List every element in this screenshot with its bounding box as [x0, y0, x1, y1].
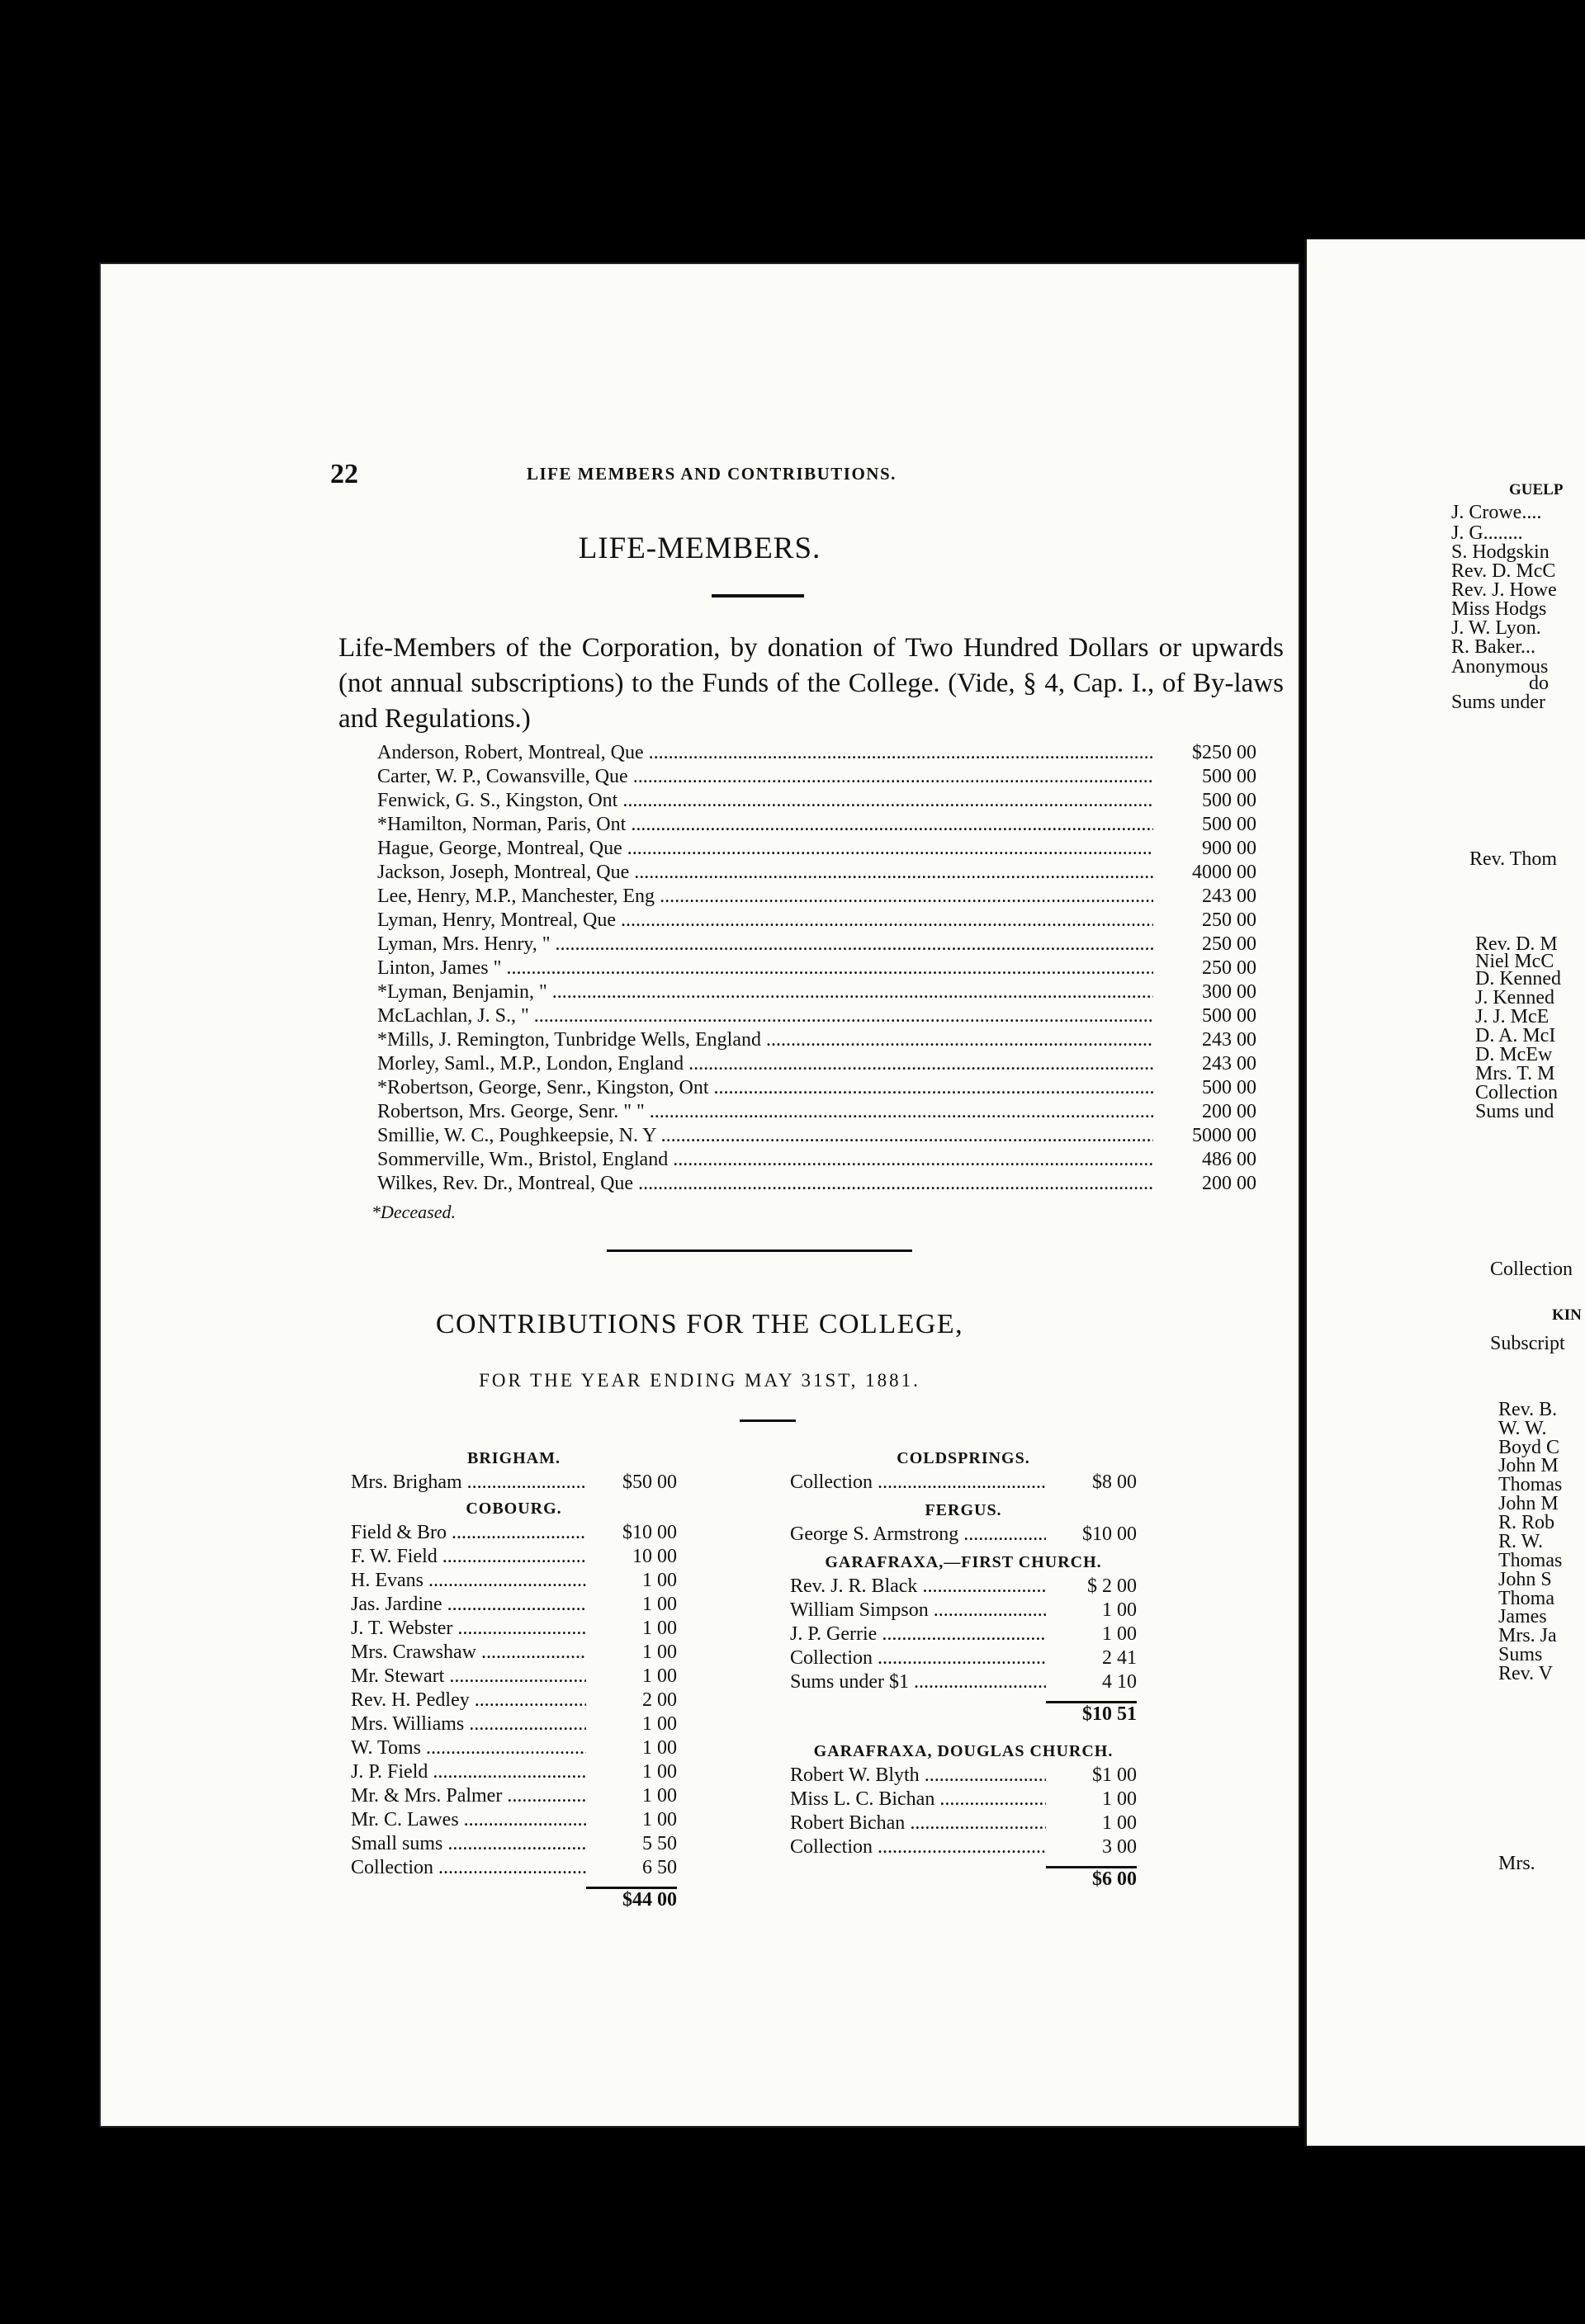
contributor-name: William Simpson .....	[790, 1599, 1046, 1623]
facing-page-line: Collection	[1490, 1259, 1573, 1280]
facing-page-line: Sums und	[1475, 1101, 1554, 1122]
contributor-name: George S. Armstrong .....	[790, 1523, 1046, 1547]
life-members-table	[377, 741, 1256, 1196]
contribution-amount: $50 00	[622, 1471, 677, 1493]
section-heading-garafraxa1: GARAFRAXA,—FIRST CHURCH.	[825, 1553, 1102, 1571]
life-member-name: Jackson, Joseph, Montreal, Que .....	[377, 862, 1153, 883]
contributions-right-column	[790, 1444, 1137, 1892]
life-member-amount: $250 00	[1192, 742, 1256, 763]
contribution-amount: 1 00	[1102, 1623, 1137, 1645]
life-member-amount: 243 00	[1202, 886, 1256, 907]
facing-page-line: Niel McC	[1475, 951, 1554, 972]
contribution-row	[351, 1593, 677, 1617]
contribution-row	[790, 1646, 1137, 1670]
facing-page-line: do	[1529, 673, 1549, 694]
contributions-subtitle: FOR THE YEAR ENDING MAY 31ST, 1881.	[479, 1370, 920, 1391]
contribution-row	[790, 1523, 1137, 1547]
life-member-row	[377, 1052, 1256, 1076]
life-member-name: Carter, W. P., Cowansville, Que .....	[377, 766, 1153, 787]
contribution-amount: 1 00	[1102, 1812, 1137, 1834]
contributor-name: H. Evans .....	[351, 1569, 586, 1593]
facing-page-line: Mrs. T. M	[1475, 1063, 1555, 1084]
title-rule	[712, 594, 804, 598]
facing-page-line: J. Crowe....	[1451, 502, 1542, 523]
life-member-amount: 486 00	[1202, 1149, 1256, 1170]
contribution-amount: 1 00	[642, 1809, 677, 1830]
contribution-row	[790, 1835, 1137, 1859]
contribution-row	[351, 1569, 677, 1593]
facing-page-line: S. Hodgskin	[1451, 541, 1550, 563]
facing-page-line: Sums	[1498, 1644, 1543, 1665]
life-member-name: Lyman, Mrs. Henry, " .....	[377, 933, 1153, 955]
facing-page-line: John S	[1498, 1569, 1552, 1590]
facing-page-line: John M	[1498, 1493, 1559, 1514]
page-number: 22	[330, 459, 358, 489]
facing-page-line: Rev. D. McC	[1451, 560, 1556, 582]
contribution-amount: $10 00	[1082, 1523, 1137, 1545]
life-member-name: *Lyman, Benjamin, " .....	[377, 981, 1153, 1003]
life-member-amount: 200 00	[1202, 1101, 1256, 1122]
contributor-name: F. W. Field .....	[351, 1545, 586, 1569]
contribution-row	[790, 1599, 1137, 1623]
facing-page-line: R. Rob	[1498, 1512, 1555, 1533]
life-member-amount: 243 00	[1202, 1029, 1256, 1051]
facing-page-line: Rev. V	[1498, 1663, 1553, 1684]
contributor-name: J. P. Field .....	[351, 1760, 586, 1784]
life-member-amount: 300 00	[1202, 981, 1256, 1003]
facing-page-line: Thoma	[1498, 1588, 1554, 1609]
life-member-amount: 500 00	[1202, 766, 1256, 787]
contribution-amount: 1 00	[1102, 1599, 1137, 1621]
life-member-row	[377, 1076, 1256, 1100]
deceased-note: *Deceased.	[371, 1202, 457, 1222]
facing-page-line: Rev. D. M	[1475, 933, 1558, 955]
contributions-title: CONTRIBUTIONS FOR THE COLLEGE,	[435, 1309, 964, 1339]
subtitle-rule	[740, 1419, 796, 1422]
facing-page-line: Subscript	[1490, 1333, 1565, 1354]
life-member-name: *Robertson, George, Senr., Kingston, Ont .....	[377, 1077, 1153, 1098]
life-member-name: McLachlan, J. S., " .....	[377, 1005, 1153, 1027]
contribution-row	[351, 1856, 677, 1880]
facing-page-line: J. Kenned	[1475, 987, 1554, 1008]
contribution-amount: 1 00	[642, 1618, 677, 1639]
facing-page-line: J. G........	[1451, 522, 1523, 544]
section-heading-brigham: BRIGHAM.	[467, 1449, 561, 1467]
contribution-row	[790, 1575, 1137, 1599]
life-member-name: Wilkes, Rev. Dr., Montreal, Que .....	[377, 1173, 1153, 1194]
facing-page-line: R. Baker...	[1451, 636, 1535, 658]
contributor-name: Collection .....	[790, 1835, 1046, 1859]
life-member-row	[377, 765, 1256, 789]
section-heading-coldsprings: COLDSPRINGS.	[897, 1449, 1030, 1467]
life-member-amount: 500 00	[1202, 1005, 1256, 1027]
life-member-name: Linton, James " .....	[377, 957, 1153, 979]
life-member-name: Smillie, W. C., Poughkeepsie, N. Y .....	[377, 1125, 1153, 1146]
facing-page-line: D. A. McI	[1475, 1025, 1556, 1046]
section-heading-cobourg: COBOURG.	[466, 1500, 562, 1518]
contributions-left-column	[351, 1444, 677, 1911]
facing-page-line: Thomas	[1498, 1474, 1563, 1495]
section-total: $10 51	[1046, 1701, 1137, 1726]
contribution-amount: 1 00	[642, 1737, 677, 1759]
contribution-row	[351, 1808, 677, 1832]
life-member-amount: 250 00	[1202, 909, 1256, 931]
contributor-name: Collection .....	[790, 1471, 1046, 1495]
running-head: LIFE MEMBERS AND CONTRIBUTIONS.	[527, 464, 897, 484]
life-member-row	[377, 909, 1256, 933]
life-member-name: Morley, Saml., M.P., London, England .....	[377, 1053, 1153, 1075]
contribution-amount: 6 50	[642, 1857, 677, 1878]
contribution-amount: $1 00	[1092, 1764, 1137, 1786]
facing-page-line: GUELP	[1509, 481, 1564, 498]
facing-page-line: Rev. Thom	[1469, 848, 1557, 870]
section-total: $44 00	[586, 1887, 677, 1911]
contributor-name: Mrs. Crawshaw .....	[351, 1641, 586, 1665]
life-member-row	[377, 1124, 1256, 1148]
life-member-name: Lyman, Henry, Montreal, Que .....	[377, 909, 1153, 931]
contributor-name: Mr. & Mrs. Palmer .....	[351, 1784, 586, 1808]
contribution-row	[790, 1471, 1137, 1495]
life-member-name: Fenwick, G. S., Kingston, Ont .....	[377, 790, 1153, 811]
life-member-amount: 900 00	[1202, 838, 1256, 859]
contributor-name: Mr. Stewart .....	[351, 1665, 586, 1689]
contribution-amount: 1 00	[642, 1641, 677, 1663]
contribution-amount: 1 00	[642, 1761, 677, 1783]
life-member-amount: 243 00	[1202, 1053, 1256, 1075]
contributor-name: Field & Bro .....	[351, 1521, 586, 1545]
life-member-amount: 5000 00	[1192, 1125, 1256, 1146]
contribution-row	[790, 1764, 1137, 1788]
facing-page-line: John M	[1498, 1455, 1559, 1476]
contribution-amount: $10 00	[622, 1522, 677, 1543]
life-member-amount: 4000 00	[1192, 862, 1256, 883]
facing-page-line: Collection	[1475, 1082, 1558, 1103]
section-heading-garafraxa2: GARAFRAXA, DOUGLAS CHURCH.	[813, 1742, 1114, 1760]
contribution-row	[790, 1623, 1137, 1646]
facing-page-line: KIN	[1552, 1306, 1582, 1324]
life-member-amount: 500 00	[1202, 790, 1256, 811]
facing-page-line: D. McEw	[1475, 1044, 1553, 1065]
facing-page-line: James	[1498, 1606, 1547, 1627]
life-member-row	[377, 933, 1256, 957]
life-member-row	[377, 861, 1256, 885]
facing-page-line: Anonymous	[1451, 656, 1549, 678]
contribution-row	[351, 1545, 677, 1569]
page-title: LIFE-MEMBERS.	[578, 531, 821, 565]
contributor-name: J. P. Gerrie .....	[790, 1623, 1046, 1646]
life-member-amount: 250 00	[1202, 957, 1256, 979]
contribution-row	[351, 1689, 677, 1712]
contribution-row	[351, 1712, 677, 1736]
life-member-row	[377, 1172, 1256, 1196]
contribution-row	[351, 1521, 677, 1545]
facing-page-line: Thomas	[1498, 1550, 1563, 1571]
contribution-row	[351, 1784, 677, 1808]
contributor-name: Mrs. Brigham .....	[351, 1471, 586, 1495]
contribution-amount: 1 00	[642, 1665, 677, 1687]
contributor-name: Rev. H. Pedley .....	[351, 1689, 586, 1712]
life-member-row	[377, 813, 1256, 837]
contribution-row	[351, 1832, 677, 1856]
contribution-row	[351, 1760, 677, 1784]
contribution-amount: 1 00	[642, 1594, 677, 1615]
contributor-name: W. Toms .....	[351, 1736, 586, 1760]
life-member-row	[377, 789, 1256, 813]
life-member-name: Lee, Henry, M.P., Manchester, Eng .....	[377, 886, 1153, 907]
facing-page-line: D. Kenned	[1475, 968, 1561, 990]
contribution-amount: 2 41	[1102, 1647, 1137, 1669]
life-member-amount: 500 00	[1202, 814, 1256, 835]
life-member-row	[377, 1148, 1256, 1172]
facing-page-line: Rev. J. Howe	[1451, 579, 1557, 601]
contributor-name: Robert Bichan .....	[790, 1811, 1046, 1835]
contribution-amount: 4 10	[1102, 1671, 1137, 1693]
section-heading-fergus: FERGUS.	[925, 1501, 1002, 1519]
contribution-amount: 1 00	[642, 1570, 677, 1591]
facing-page-line: J. J. McE	[1475, 1006, 1550, 1027]
life-member-name: *Hamilton, Norman, Paris, Ont .....	[377, 814, 1153, 835]
contributor-name: Sums under $1 .....	[790, 1670, 1046, 1694]
contributor-name: Robert W. Blyth .....	[790, 1764, 1046, 1788]
life-member-row	[377, 741, 1256, 765]
facing-page-line: Mrs.	[1498, 1853, 1535, 1874]
contribution-row	[351, 1617, 677, 1641]
life-member-row	[377, 1028, 1256, 1052]
life-member-name: Robertson, Mrs. George, Senr. " " .....	[377, 1101, 1153, 1122]
facing-page-line: Rev. B.	[1498, 1399, 1558, 1420]
life-member-amount: 250 00	[1202, 933, 1256, 955]
life-member-name: Sommerville, Wm., Bristol, England .....	[377, 1149, 1153, 1170]
contributor-name: Small sums .....	[351, 1832, 586, 1856]
life-member-row	[377, 837, 1256, 861]
facing-page-line: R. W.	[1498, 1531, 1544, 1552]
facing-page-line: J. W. Lyon.	[1451, 617, 1541, 639]
life-member-row	[377, 885, 1256, 909]
life-member-amount: 500 00	[1202, 1077, 1256, 1098]
life-member-name: *Mills, J. Remington, Tunbridge Wells, England .....	[377, 1029, 1153, 1051]
contributor-name: Mrs. Williams .....	[351, 1712, 586, 1736]
contribution-amount: 3 00	[1102, 1836, 1137, 1858]
life-member-amount: 200 00	[1202, 1173, 1256, 1194]
contribution-amount: 1 00	[642, 1713, 677, 1735]
facing-page-line: W. W.	[1498, 1418, 1547, 1439]
facing-page-line: Boyd C	[1498, 1437, 1560, 1458]
contribution-row	[790, 1670, 1137, 1694]
contribution-amount: 1 00	[642, 1785, 677, 1807]
life-member-row	[377, 1004, 1256, 1028]
facing-page-line: Sums under	[1451, 692, 1545, 713]
contribution-amount: 5 50	[642, 1833, 677, 1854]
section-total: $6 00	[1046, 1866, 1137, 1891]
contributor-name: Collection .....	[351, 1856, 586, 1880]
life-member-row	[377, 1100, 1256, 1124]
facing-page	[1304, 239, 1585, 2146]
contributor-name: Jas. Jardine .....	[351, 1593, 586, 1617]
life-member-name: Hague, George, Montreal, Que .....	[377, 838, 1153, 859]
life-member-row	[377, 957, 1256, 980]
page	[99, 262, 1300, 2128]
contribution-amount: $8 00	[1092, 1471, 1137, 1493]
contribution-row	[790, 1811, 1137, 1835]
contributor-name: J. T. Webster .....	[351, 1617, 586, 1641]
contribution-amount: $ 2 00	[1087, 1575, 1137, 1597]
contributor-name: Miss L. C. Bichan .....	[790, 1788, 1046, 1811]
section-divider	[607, 1249, 912, 1252]
contribution-row	[790, 1788, 1137, 1811]
contribution-row	[351, 1471, 677, 1495]
contribution-row	[351, 1641, 677, 1665]
life-member-name: Anderson, Robert, Montreal, Que .....	[377, 742, 1153, 763]
facing-page-line: Miss Hodgs	[1451, 598, 1547, 620]
contributor-name: Rev. J. R. Black .....	[790, 1575, 1046, 1599]
contribution-row	[351, 1665, 677, 1689]
contributor-name: Mr. C. Lawes .....	[351, 1808, 586, 1832]
contribution-amount: 1 00	[1102, 1788, 1137, 1810]
intro-paragraph: Life-Members of the Corporation, by donation of Two Hundred Dollars or upwards (not annual subscriptions) to the Funds of the College. (Vide, § 4, Cap. I., of By-laws and Regulations.)	[338, 633, 1284, 734]
contribution-row	[351, 1736, 677, 1760]
contributor-name: Collection .....	[790, 1646, 1046, 1670]
facing-page-line: Mrs. Ja	[1498, 1625, 1557, 1646]
life-member-row	[377, 980, 1256, 1004]
contribution-amount: 10 00	[632, 1546, 677, 1567]
contribution-amount: 2 00	[642, 1689, 677, 1711]
